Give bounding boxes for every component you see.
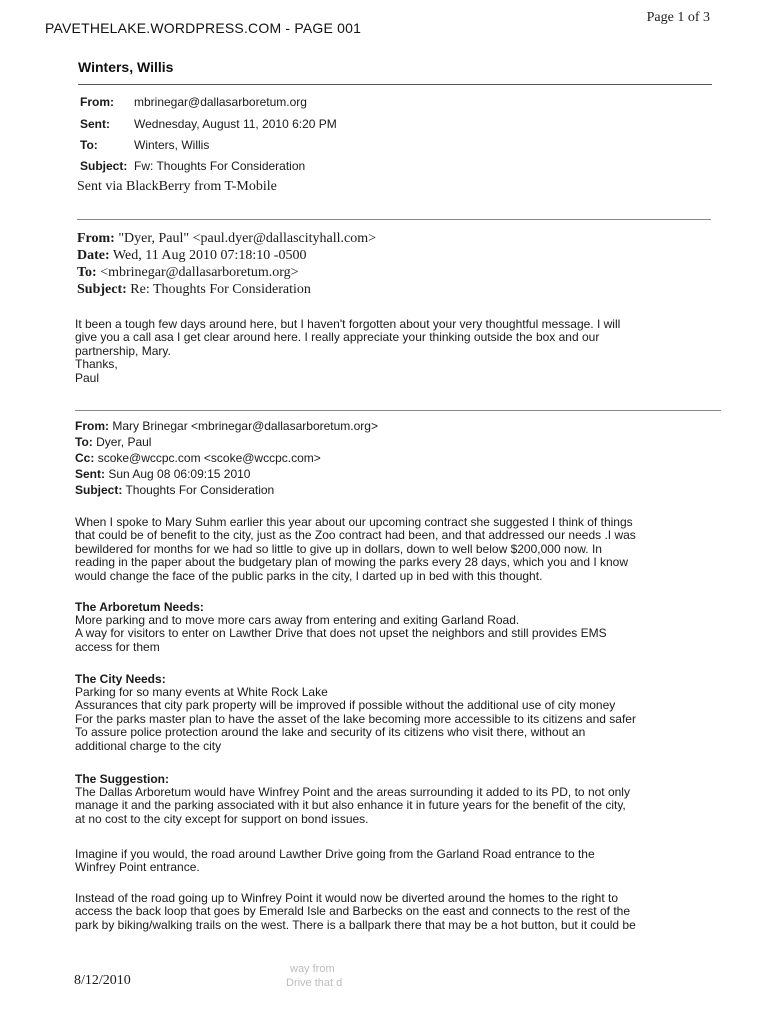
blackberry-signature: Sent via BlackBerry from T-Mobile (77, 179, 277, 194)
body-line: park by biking/walking trails on the west. There is a ballpark there that may be a hot button, but it could be (75, 917, 636, 932)
subject-label: Subject: (75, 483, 123, 497)
body-line: manage it and the parking associated with it but also enhance it in future years for the benefit of the city, (75, 798, 626, 813)
subject-label: Subject: (77, 282, 127, 297)
sent-label: Sent: (75, 467, 105, 481)
body-line: Paul (75, 370, 100, 385)
suggestion-heading: The Suggestion: (75, 772, 169, 786)
email1-divider (77, 219, 711, 220)
body-line: A way for visitors to enter on Lawther Drive that does not upset the neighbors and still provides EMS (75, 626, 607, 641)
body-line: would change the face of the public parks in the city, I darted up in bed with this thought. (75, 568, 543, 583)
body-line: Instead of the road going up to Winfrey Point it would now be diverted around the homes to the right to (75, 891, 618, 905)
from-label: From: (77, 231, 115, 246)
email3-intro-paragraph (75, 516, 671, 583)
from-value: Mary Brinegar <mbrinegar@dallasarboretum.org> (112, 419, 378, 433)
body-line: Imagine if you would, the road around Lawther Drive going from the Garland Road entrance to the (75, 847, 595, 861)
email2-divider (75, 410, 721, 411)
email3-sent-row (75, 468, 250, 481)
body-line: bewildered for months for we had so little to give up in dollars, down to well below $200,000 now. In (75, 541, 602, 556)
email2-subject-row (77, 281, 311, 299)
to-label: To: (75, 435, 93, 449)
to-value: Winters, Willis (134, 138, 210, 152)
date-label: Date: (77, 248, 110, 263)
body-line: Winfrey Point entrance. (75, 860, 200, 875)
date-value: Wed, 11 Aug 2010 07:18:10 -0500 (112, 248, 307, 263)
from-label: From: (75, 419, 109, 433)
email2-from-row (77, 230, 376, 248)
body-line: access the back loop that goes by Emerald Isle and Barbecks on the east and connects to the rest of the (75, 904, 630, 919)
subject-value: Fw: Thoughts For Consideration (134, 159, 306, 173)
arboretum-needs-list (75, 614, 671, 654)
body-line: Assurances that city park property will be improved if possible without the additional use of city money (75, 698, 616, 713)
body-line: Thanks, (75, 357, 118, 372)
email3-cc-row (75, 452, 321, 465)
sent-value: Wednesday, August 11, 2010 6:20 PM (134, 117, 337, 131)
email2-body (75, 318, 671, 385)
print-date: 8/12/2010 (74, 973, 131, 988)
city-needs-list (75, 686, 671, 753)
body-line: that could be of benefit to the city, just as the Zoo contract had been, and that addressed our needs .I was (75, 528, 636, 543)
body-line: It been a tough few days around here, but I haven't forgotten about your very thoughtful message. I will (75, 317, 621, 331)
to-label: To: (80, 138, 98, 152)
imagine-paragraph (75, 848, 671, 875)
cc-value: scoke@wccpc.com <scoke@wccpc.com> (97, 451, 321, 465)
instead-paragraph (75, 892, 671, 932)
subject-value: Re: Thoughts For Consideration (130, 282, 311, 297)
from-value: "Dyer, Paul" <paul.dyer@dallascityhall.com> (118, 231, 376, 246)
to-label: To: (77, 265, 97, 280)
sent-label: Sent: (80, 117, 110, 131)
email2-to-row (77, 264, 299, 282)
body-line: To assure police protection around the lake and security of its citizens who visit there, without an (75, 725, 586, 740)
bleed-through-text: way from (290, 963, 335, 975)
body-line: More parking and to move more cars away from entering and exiting Garland Road. (75, 613, 520, 627)
subject-value: Thoughts For Consideration (125, 483, 275, 497)
from-value: mbrinegar@dallasarboretum.org (134, 95, 307, 109)
subject-label: Subject: (80, 159, 128, 173)
body-line: give you a call asa I get clear around here. I really appreciate your thinking outside the box and our (75, 330, 600, 345)
suggestion-paragraph (75, 786, 671, 826)
body-line: When I spoke to Mary Suhm earlier this year about our upcoming contract she suggested I think of things (75, 515, 633, 529)
arboretum-needs-heading: The Arboretum Needs: (75, 600, 204, 614)
cc-label: Cc: (75, 451, 95, 465)
to-value: <mbrinegar@dallasarboretum.org> (100, 265, 299, 280)
to-value: Dyer, Paul (96, 435, 152, 449)
page-indicator: Page 1 of 3 (646, 10, 710, 25)
body-line: at no cost to the city except for support on bond issues. (75, 811, 369, 826)
email2-date-row (77, 247, 306, 265)
email3-subject-row (75, 484, 274, 497)
body-line: Parking for so many events at White Rock Lake (75, 685, 328, 699)
city-needs-heading: The City Needs: (75, 672, 166, 686)
owner-divider (78, 84, 712, 85)
sent-value: Sun Aug 08 06:09:15 2010 (108, 467, 251, 481)
body-line: partnership, Mary. (75, 343, 171, 358)
body-line: additional charge to the city (75, 738, 222, 753)
from-label: From: (80, 95, 114, 109)
email3-to-row (75, 436, 151, 449)
body-line: access for them (75, 639, 160, 654)
bleed-through-text: Drive that d (286, 977, 343, 989)
body-line: reading in the paper about the budgetary plan of mowing the parks every 28 days, which you and I know (75, 555, 629, 570)
body-line: The Dallas Arboretum would have Winfrey Point and the areas surrounding it added to its PD, to not only (75, 785, 630, 799)
mailbox-owner-name: Winters, Willis (78, 59, 174, 75)
source-page-header: PAVETHELAKE.WORDPRESS.COM - PAGE 001 (45, 20, 362, 36)
email3-from-row (75, 420, 378, 433)
body-line: For the parks master plan to have the asset of the lake becoming more accessible to its citizens and safer (75, 711, 636, 726)
